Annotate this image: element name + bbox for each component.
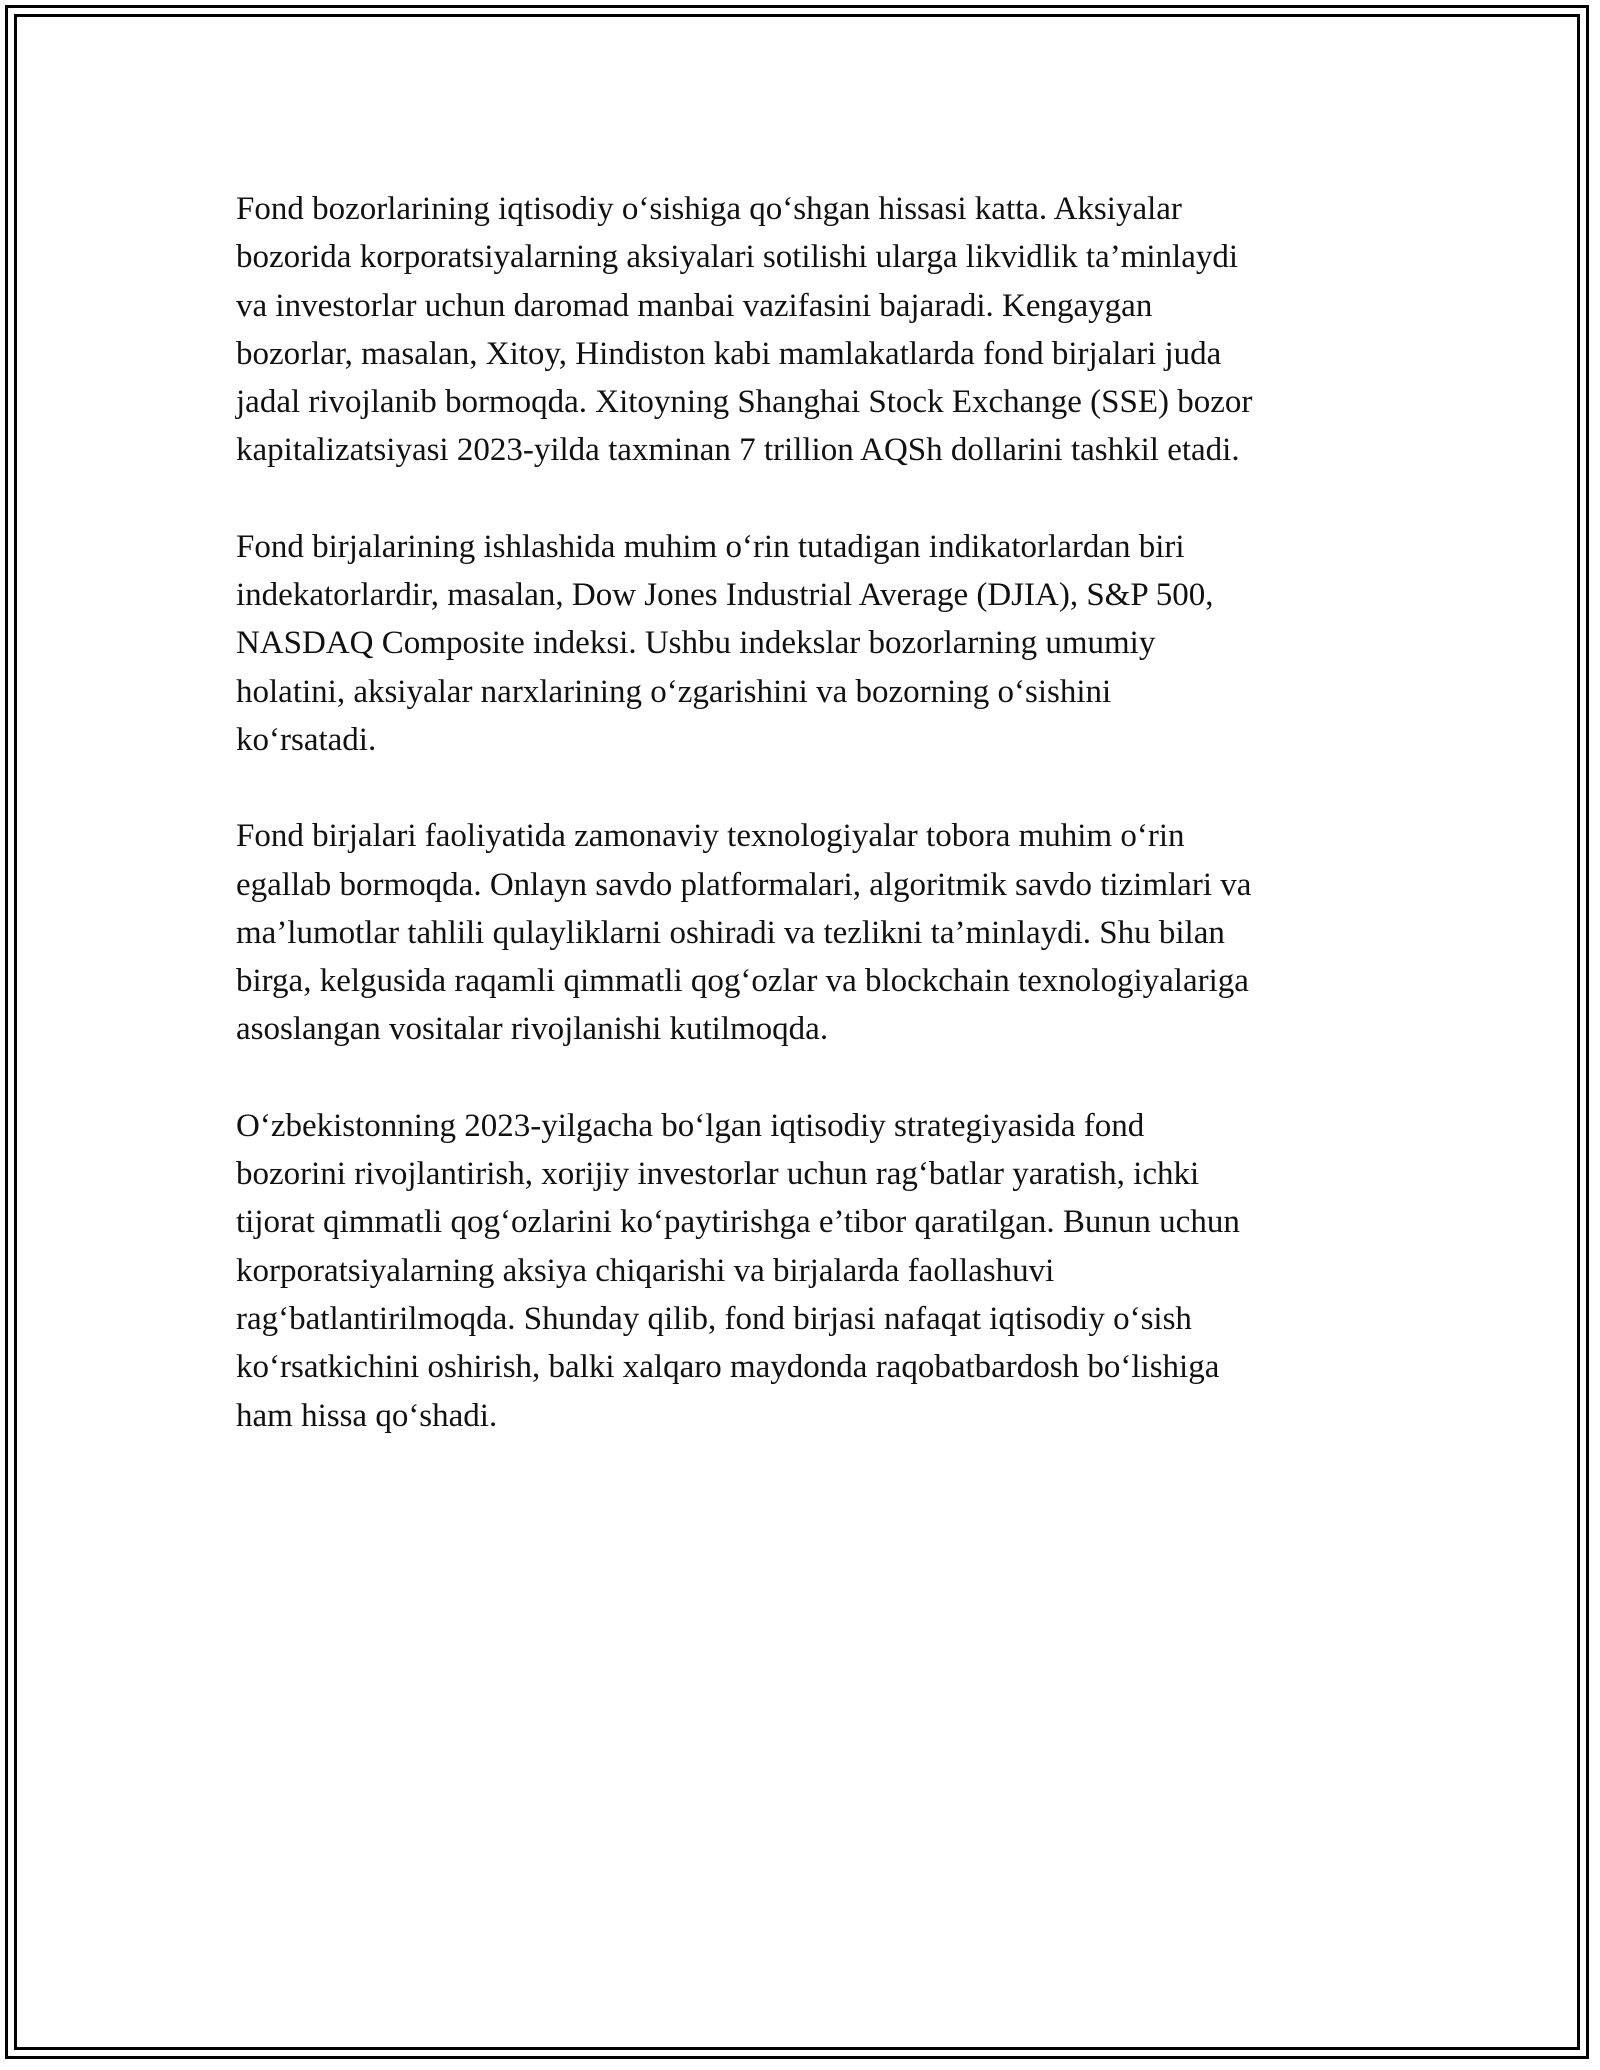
paragraph-3: Fond birjalari faoliyatida zamonaviy texnologiyalar tobora muhim o‘rin egallab bormoqda. Onlayn savdo platformalari, algoritmik savdo tizimlari va ma’lumotlar tahlili qulayliklarni oshiradi va tezlikni ta’minlaydi. Shu bilan birga, kelgusida raqamli qimmatli qog‘ozlar va blockchain texnologiyalariga asoslangan vositalar rivojlanishi kutilmoqda. xyxy=(236,818,1252,1048)
document-body xyxy=(236,185,1376,1488)
paragraph-1: Fond bozorlarining iqtisodiy o‘sishiga qo‘shgan hissasi katta. Aksiyalar bozorida korporatsiyalarning aksiyalari sotilishi ularga likvidlik ta’minlaydi va investorlar uchun daromad manbai vazifasini bajaradi. Kengaygan bozorlar, masalan, Xitoy, Hindiston kabi mamlakatlarda fond birjalari juda jadal rivojlanib bormoqda. Xitoyning Shanghai Stock Exchange (SSE) bozor kapitalizatsiyasi 2023-yilda taxminan 7 trillion AQSh dollarini tashkil etadi. xyxy=(236,191,1253,469)
paragraph-4: O‘zbekistonning 2023-yilgacha bo‘lgan iqtisodiy strategiyasida fond bozorini rivojlantirish, xorijiy investorlar uchun rag‘batlar yaratish, ichki tijorat qimmatli qog‘ozlarini ko‘paytirishga e’tibor qaratilgan. Bunun uchun korporatsiyalarning aksiya chiqarishi va birjalarda faollashuvi rag‘batlantirilmoqda. Shunday qilib, fond birjasi nafaqat iqtisodiy o‘sish ko‘rsatkichini oshirish, balki xalqaro maydonda raqobatbardosh bo‘lishiga ham hissa qo‘shadi. xyxy=(236,1107,1240,1434)
paragraph-2: Fond birjalarining ishlashida muhim o‘rin tutadigan indikatorlardan biri indekatorlardir, masalan, Dow Jones Industrial Average (DJIA), S&P 500, NASDAQ Composite indeksi. Ushbu indekslar bozorlarning umumiy holatini, aksiyalar narxlarining o‘zgarishini va bozorning o‘sishini ko‘rsatadi. xyxy=(236,528,1214,758)
